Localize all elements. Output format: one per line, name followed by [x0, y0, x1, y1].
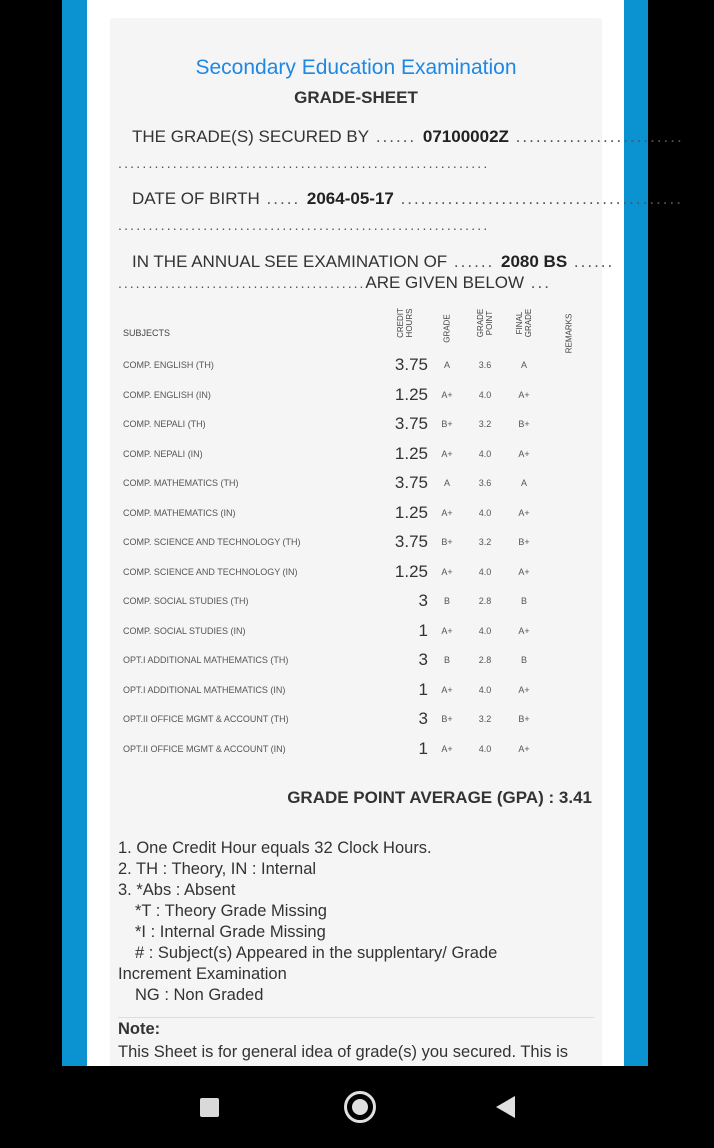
- final-grade-cell: B+: [518, 714, 530, 724]
- subject-cell: OPT.I ADDITIONAL MATHEMATICS (IN): [123, 684, 286, 695]
- secured-by-line: THE GRADE(S) SECURED BY ...... 07100002Z .........................: [132, 127, 684, 146]
- symbol-number: 07100002Z: [422, 127, 509, 146]
- triangle-back-icon: [496, 1096, 515, 1118]
- circle-home-icon: [344, 1091, 376, 1123]
- note-2: 2. TH : Theory, IN : Internal: [118, 860, 317, 878]
- dob-line: DATE OF BIRTH ..... 2064-05-17 ..........................................: [132, 189, 683, 208]
- table-row: [110, 356, 602, 376]
- divider: [118, 1017, 594, 1018]
- credit-hours-cell: 1: [418, 738, 428, 758]
- subject-cell: COMP. MATHEMATICS (IN): [123, 507, 236, 518]
- table-row: [110, 415, 602, 435]
- given-below-label: ARE GIVEN BELOW: [365, 273, 525, 292]
- note-text: This Sheet is for general idea of grade(s) you secured. This is: [118, 1043, 569, 1061]
- subject-cell: OPT.II OFFICE MGMT & ACCOUNT (IN): [123, 743, 286, 754]
- header-final-grade: FINAL GRADE: [515, 308, 533, 338]
- credit-hours-cell: 1: [418, 620, 428, 640]
- subject-cell: COMP. SOCIAL STUDIES (IN): [123, 625, 246, 636]
- grade-cell: A+: [441, 448, 453, 459]
- note-6b: Increment Examination: [118, 965, 287, 983]
- note-4: *T : Theory Grade Missing: [135, 902, 327, 920]
- final-grade-cell: A+: [518, 448, 530, 459]
- table-row: [110, 386, 602, 406]
- given-below-line: ..........................................ARE GIVEN BELOW ...: [118, 273, 551, 292]
- grade-point-cell: 4.0: [478, 566, 492, 577]
- subject-cell: COMP. SCIENCE AND TECHNOLOGY (TH): [123, 537, 301, 547]
- page[interactable]: [87, 0, 684, 1066]
- final-grade-cell: A: [520, 478, 527, 488]
- subject-cell: COMP. ENGLISH (TH): [123, 360, 214, 370]
- grade-point-cell: 3.2: [478, 714, 492, 724]
- grade-cell: A+: [441, 684, 453, 695]
- grade-point-cell: 3.6: [478, 360, 492, 370]
- credit-hours-cell: 1.25: [394, 561, 428, 581]
- grade-point-cell: 3.6: [478, 478, 492, 488]
- exam-label: IN THE ANNUAL SEE EXAMINATION OF: [132, 252, 448, 271]
- header-subjects: SUBJECTS: [123, 328, 171, 338]
- grade-point-cell: 4.0: [478, 448, 492, 459]
- back-button[interactable]: [468, 1066, 548, 1148]
- credit-hours-cell: 1.25: [394, 384, 428, 404]
- gpa-line: [287, 788, 592, 808]
- table-row: [110, 445, 602, 465]
- final-grade-cell: A+: [518, 389, 530, 400]
- credit-hours-cell: 1: [418, 679, 428, 699]
- grade-cell: A+: [441, 625, 453, 636]
- subject-cell: OPT.II OFFICE MGMT & ACCOUNT (TH): [123, 714, 289, 724]
- grade-cell: A+: [441, 566, 453, 577]
- exam-line: IN THE ANNUAL SEE EXAMINATION OF ...... 2080 BS ......: [132, 252, 615, 271]
- credit-hours-cell: 1.25: [394, 502, 428, 522]
- credit-hours-cell: 1.25: [394, 443, 428, 463]
- note-3: 3. *Abs : Absent: [118, 881, 236, 899]
- table-row: [110, 710, 602, 730]
- exam-title: Secondary Education Examination: [195, 56, 517, 79]
- table-row: [110, 622, 602, 642]
- final-grade-cell: A+: [518, 684, 530, 695]
- grade-cell: A+: [441, 389, 453, 400]
- note-title: Note:: [118, 1020, 161, 1038]
- final-grade-cell: A: [520, 360, 527, 370]
- system-nav-bar: [0, 1066, 714, 1148]
- header-remarks: REMARKS: [564, 313, 574, 354]
- subject-cell: OPT.I ADDITIONAL MATHEMATICS (TH): [123, 655, 289, 665]
- grade-cell: A: [443, 360, 450, 370]
- table-row: [110, 504, 602, 524]
- secured-by-label: THE GRADE(S) SECURED BY: [132, 127, 370, 146]
- grade-point-cell: 3.2: [478, 419, 492, 429]
- gpa-value: 3.41: [558, 788, 592, 807]
- note-1: 1. One Credit Hour equals 32 Clock Hours.: [118, 839, 432, 857]
- credit-hours-cell: 3: [418, 650, 428, 669]
- grade-cell: B+: [441, 419, 453, 429]
- credit-hours-cell: 3: [418, 591, 428, 610]
- final-grade-cell: B+: [518, 537, 530, 547]
- final-grade-cell: A+: [518, 566, 530, 577]
- grade-point-cell: 2.8: [478, 655, 492, 665]
- grade-point-cell: 4.0: [478, 625, 492, 636]
- final-grade-cell: B+: [518, 419, 530, 429]
- grade-cell: B: [443, 596, 450, 606]
- table-row: [110, 533, 602, 553]
- credit-hours-cell: 3.75: [394, 355, 428, 374]
- dob-value: 2064-05-17: [306, 189, 394, 208]
- credit-hours-cell: 3: [418, 709, 428, 728]
- note-5: *I : Internal Grade Missing: [135, 923, 326, 941]
- grade-cell: B: [443, 655, 450, 665]
- final-grade-cell: B: [520, 655, 527, 665]
- grade-point-cell: 4.0: [478, 507, 492, 518]
- exam-year: 2080 BS: [501, 252, 568, 271]
- final-grade-cell: A+: [518, 743, 530, 754]
- grade-point-cell: 3.2: [478, 537, 492, 547]
- credit-hours-cell: 3.75: [394, 532, 428, 551]
- note-7: NG : Non Graded: [135, 986, 264, 1004]
- grade-point-cell: 4.0: [478, 389, 492, 400]
- final-grade-cell: A+: [518, 625, 530, 636]
- legend-notes: [118, 838, 592, 1006]
- subject-cell: COMP. NEPALI (IN): [123, 448, 203, 459]
- table-row: [110, 681, 602, 701]
- sheet-title: GRADE-SHEET: [294, 88, 418, 107]
- table-row: [110, 474, 602, 494]
- subject-cell: COMP. NEPALI (TH): [123, 419, 206, 429]
- header-grade-point: GRADE POINT: [476, 308, 494, 338]
- grade-cell: A+: [441, 507, 453, 518]
- square-icon: [200, 1098, 219, 1117]
- subject-cell: COMP. SOCIAL STUDIES (TH): [123, 596, 249, 606]
- dob-label: DATE OF BIRTH: [132, 189, 260, 208]
- credit-hours-cell: 3.75: [394, 473, 428, 492]
- recent-apps-button[interactable]: [170, 1066, 250, 1148]
- grade-point-cell: 4.0: [478, 743, 492, 754]
- final-grade-cell: A+: [518, 507, 530, 518]
- grade-cell: B+: [441, 537, 453, 547]
- subject-cell: COMP. ENGLISH (IN): [123, 389, 211, 400]
- header-grade: GRADE: [442, 314, 452, 343]
- table-row: [110, 740, 602, 760]
- subject-cell: COMP. MATHEMATICS (TH): [123, 478, 239, 488]
- grade-cell: A: [443, 478, 450, 488]
- credit-hours-cell: 3.75: [394, 414, 428, 433]
- grade-sheet-card: Secondary Education Examination GRADE-SHEET THE GRADE(S) SECURED BY ...... 07100002Z ......................... ............................................................. DATE OF BIRTH ..... 2064-05-17 .......................................... ............................................................. IN THE ANNUAL SEE EXAMINATION OF ...... 2080 BS ...... ..........................................ARE GIVEN BELOW ... SUBJECTS CREDIT HOURS GRADE GRADE POINT FINAL GRADE REMARKS COMP. ENGLISH (TH) 3.75 A 3.6 A COMP. ENGLISH (IN) 1.25 A+ 4.0 A+ COMP. NEPALI (TH) 3.75 B+ 3.2 B+ COMP. NEPALI (IN) 1.25 A+ 4.0 A+ COMP. MATHEMATICS (TH) 3.75 A 3.6 A COMP. MATHEMATICS (IN) 1.25 A+ 4.0 A+ COMP. SCIENCE AND TECHNOLOGY (TH) 3.75 B+ 3.2 B+ COMP. SCIENCE AND TECHNOLOGY (IN) 1.25 A+ 4.0 A+ COMP. SOCIAL STUDIES (TH) 3 B 2.8 B COMP. SOCIAL STUDIES (IN) 1 A+ 4.0 A+ OPT.I ADDITIONAL MATHEMATICS (TH) 3 B 2.8 B OPT.I ADDITIONAL MATHEMATICS (IN) 1 A+ 4.0 A+ OPT.II OFFICE MGMT & ACCOUNT (TH) 3 B+ 3.2 B+ OPT.II OFFICE MGMT & ACCOUNT (IN) 1 A+ 4.0 A+ GRADE POINT AVERAGE (GPA) : 3.41 1. One Credit Hour equals 32 Clock Hours. 2. TH : Theory, IN : Internal 3. *Abs : Absent *T : Theory Grade Missing *I : Internal Grade Missing # : Subject(s) Appeared in the supplentary/ Grade Increment Examination NG : Non Graded Note: This Sheet is for general idea of grade(s) you secured. This is: [110, 18, 602, 1118]
- grade-point-cell: 2.8: [478, 596, 492, 606]
- final-grade-cell: B: [520, 596, 527, 606]
- table-row: [110, 563, 602, 583]
- table-row: [110, 592, 602, 612]
- table-row: [110, 651, 602, 671]
- grade-cell: B+: [441, 714, 453, 724]
- grade-point-cell: 4.0: [478, 684, 492, 695]
- note-6: # : Subject(s) Appeared in the supplentary/ Grade: [135, 944, 498, 962]
- gpa-label: GRADE POINT AVERAGE (GPA) :: [287, 788, 555, 807]
- header-credit-hours: CREDIT HOURS: [396, 308, 414, 338]
- home-button[interactable]: [320, 1066, 400, 1148]
- grade-cell: A+: [441, 743, 453, 754]
- subject-cell: COMP. SCIENCE AND TECHNOLOGY (IN): [123, 566, 298, 577]
